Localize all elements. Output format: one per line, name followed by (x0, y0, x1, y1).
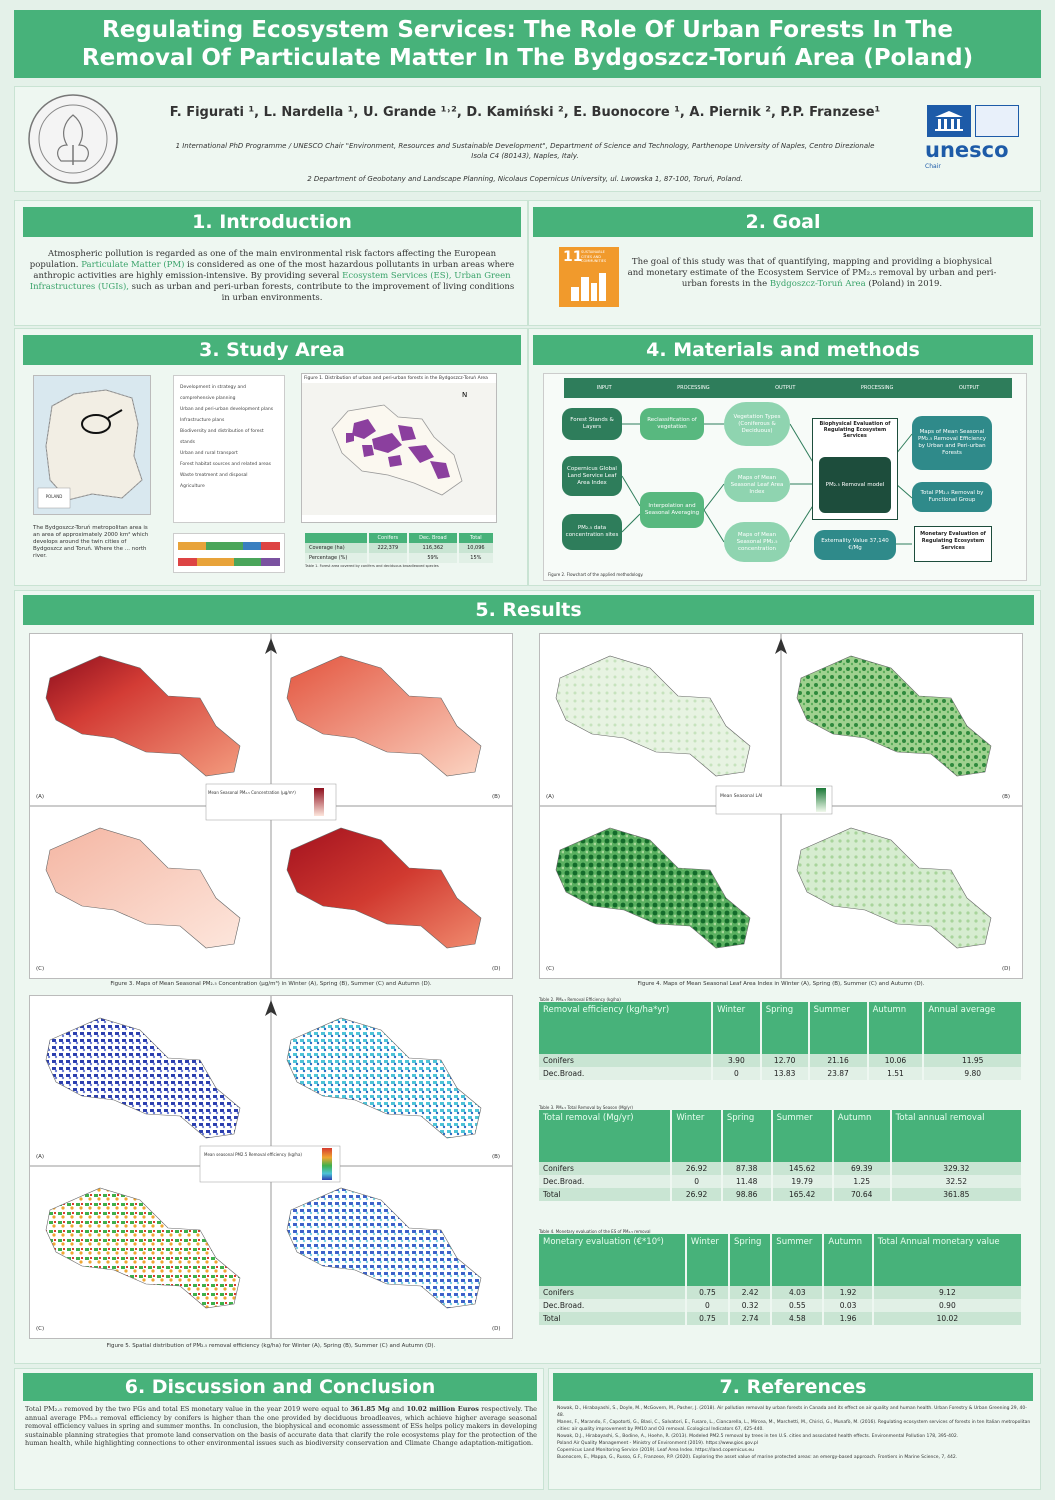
title-banner (14, 10, 1041, 78)
figure-5-removal-maps: Mean seasonal PM2.5 Removal efficiency (kg/ha) (A) (B) (C) (D) (29, 995, 513, 1339)
land-cover-bars (173, 533, 285, 573)
table-row: Dec.Broad. 0 13.83 23.87 1.51 9.80 (539, 1067, 1022, 1080)
study-area-panel (14, 328, 528, 586)
references-panel (548, 1368, 1041, 1490)
table-row: Conifers 26.92 87.38 145.62 69.39 329.32 (539, 1162, 1022, 1175)
figure-3-pm-maps: Mean Seasonal PM₂.₅ Concentration (µg/m³) (A) (B) (C) (D) (29, 633, 513, 979)
references-list (557, 1405, 1033, 1461)
unesco-temple-icon (927, 105, 971, 137)
figure-5-caption: Figure 5. Spatial distribution of PM₂.₅ removal efficiency (kg/ha) for Winter (A), Spring (B), Summer (C) and Autumn (D). (106, 1343, 436, 1349)
list-item: Waste treatment and disposal (180, 473, 248, 478)
figure-4-caption: Figure 4. Maps of Mean Seasonal Leaf Area Index in Winter (A), Spring (B), Summer (C) and Autumn (D). (637, 981, 925, 987)
affiliation-1: 1 International PhD Programme / UNESCO Chair "Environment, Resources and Sustainable Development", Department of Science and Technology, Parthenope University of Naples, Centro Direzionale Isola C4 (80143), Naples, Italy. (175, 142, 875, 160)
goal-text: The goal of this study was that of quantifying, mapping and providing a biophysical and monetary estimate of the Ecosystem Service of PM₂.₅ removal by urban and peri-urban forests in the Bydgoszcz-Toruń Area (Poland) in 2019. (627, 257, 997, 289)
node-removal-efficiency-maps: Maps of Mean Seasonal PM₂.₅ Removal Efficiency by Urban and Peri-urban Forests (912, 416, 992, 470)
node-total-removal: Total PM₂.₅ Removal by Functional Group (912, 482, 992, 512)
discussion-title: 6. Discussion and Conclusion (23, 1373, 537, 1401)
list-item: Development in strategy and comprehensive planning (180, 385, 246, 401)
flowchart-steps: INPUT PROCESSING OUTPUT PROCESSING OUTPUT (564, 378, 1012, 398)
node-externality-value: Externality Value 37,140 €/Mg (814, 530, 896, 560)
node-pm-data: PM₂.₅ data concentration sites (562, 514, 622, 550)
table-monetary-evaluation: Table 4. Monetary evaluation of the ES of PM₂.₅ removal Monetary evaluation (€*10⁶) Winter Spring Summer Autumn Total Annual monetary value Conifers 0.75 2.42 4.03 1.92 9.12 Dec.Broad. 0 0.32 0.55 0.03 0.90 Total 0.75 2.74 4.58 1.96 10.02 (539, 1229, 1023, 1325)
table-removal-efficiency: Table 2. PM₂.₅ Removal Efficiency (kg/ha) Removal efficiency (kg/ha*yr) Winter Spring Summer Autumn Annual average Conifers 3.90 12.70 21.16 10.06 11.95 Dec.Broad. 0 13.83 23.87 1.51 9.80 (539, 997, 1023, 1080)
reference-item: Poland Air Quality Management - Ministry of Environment (2019). https://www.gios.gov.pl (557, 1441, 759, 1446)
node-copernicus-lai: Copernicus Global Land Service Leaf Area Index (562, 456, 622, 496)
list-item: Infrastructure plans (180, 418, 225, 423)
unesco-word: unesco (925, 138, 1009, 162)
sdg-11-icon: 11 SUSTAINABLE CITIES AND COMMUNITIES (559, 247, 619, 307)
study-area-title: 3. Study Area (23, 335, 521, 365)
node-forest-stands: Forest Stands & Layers (562, 408, 622, 440)
figure-3-caption: Figure 3. Maps of Mean Seasonal PM₂.₅ Concentration (µg/m³) in Winter (A), Spring (B), Summer (C) and Autumn (D). (110, 981, 432, 987)
intro-title: 1. Introduction (23, 207, 521, 237)
list-item: Forest habitat sources and related areas (180, 462, 272, 467)
references-title: 7. References (553, 1373, 1033, 1401)
list-item: Urban and peri-urban development plans (180, 407, 274, 412)
node-vegetation-types: Vegetation Types (Coniferous & Deciduous) (724, 402, 790, 446)
node-removal-model: PM₂.₅ Removal model (819, 457, 891, 513)
methods-panel (528, 328, 1041, 586)
reference-item: Copernicus Land Monitoring Service (2019). Leaf Area Index. https://land.copernicus.eu (557, 1448, 755, 1453)
reference-item: Nowak, D., Hirabayashi, S., Doyle, M., McGovern, M., Pasher, J. (2018). Air pollution removal by urban forests in Canada and its effect on air quality and human health. Urban Forestry & Urban Greening 29, 40-48. (557, 1406, 1027, 1418)
table-total-removal: Table 3. PM₂.₅ Total Removal by Season (Mg/yr) Total removal (Mg/yr) Winter Spring Summer Autumn Total annual removal Conifers 26.92 87.38 145.62 69.39 329.32 Dec.Broad. 0 11.48 19.79 1.25 32.52 Total 26.92 98.86 165.42 70.64 361.85 (539, 1105, 1023, 1201)
reference-item: Nowak, D.J., Hirabayashi, S., Bodine, A., Hoehn, R. (2013). Modeled PM2.5 removal by trees in ten U.S. cities and associated health effects. Environmental Pollution 178, 395-402. (557, 1434, 959, 1439)
study-area-text: The Bydgoszcz-Toruń metropolitan area is an area of approximately 2000 km² which develops around the twin cities of Bydgoszcz and Toruń. Where the ... north river. (33, 525, 149, 559)
figure-4-lai-maps: Mean Seasonal LAI (A) (B) (C) (D) (539, 633, 1023, 979)
forest-cover-table: Conifers Dec. Broad Total Coverage (ha) 222,379 116,362 10,096 Percentage (%) 59% 15% Table 1. Forest area covered by conifers and deciduous broadleaved species (305, 533, 495, 568)
reference-item: Manes, F., Marando, F., Capotorti, G., Blasi, C., Salvatori, E., Fusaro, L., Ciancarella, L., Mircea, M., Marchetti, M., Chirici, G., Munafò, M. (2016). Regulating ecosystem services of forests in ten Italian metropolitan cities: air quality improvement by PM10 and O3 removal. Ecological Indicators 67, 425-440. (557, 1420, 1031, 1432)
authors: F. Figurati ¹, L. Nardella ¹, U. Grande ¹˒², D. Kamiński ², E. Buonocore ¹, A. Piernik ², P.P. Franzese¹ (169, 105, 881, 120)
unesco-logo (925, 105, 1035, 181)
goal-title: 2. Goal (533, 207, 1033, 237)
discussion-text: Total PM₂.₅ removed by the two FGs and total ES monetary value in the year 2019 were equal to 361.85 Mg and 10.02 million Euros respectively. The annual average PM₂.₅ removal efficiency by conifers is higher than the one provided by deciduous broadleaves, which achieve higher average seasonal removal efficiency values in spring and summer months. In conclusion, the biophysical and economic assessment of ESs helps policy makers in developing sustainable planning strategies that promote land conservation on the basis of accurate data that clarify the role ecosystems play for the protection of the human health, while highlighting connections to other environmental issues such as biodiversity conservation and Climate Change adaptation-mitigation. (25, 1405, 537, 1447)
list-item: Urban and rural transport (180, 451, 238, 456)
results-title: 5. Results (23, 595, 1034, 625)
node-lai-maps: Maps of Mean Seasonal Leaf Area Index (724, 468, 790, 502)
header-panel (14, 86, 1041, 192)
poland-map: POLAND (33, 375, 151, 515)
node-pm-maps: Maps of Mean Seasonal PM₂.₅ concentration (724, 522, 790, 562)
unesco-chair: Chair (925, 163, 941, 170)
methods-title: 4. Materials and methods (533, 335, 1033, 365)
table-row: Dec.Broad. 0 11.48 19.79 1.25 32.52 (539, 1175, 1022, 1188)
svg-text:N: N (462, 391, 468, 399)
poster-title: Regulating Ecosystem Services: The Role Of Urban Forests In The Removal Of Particulate Matter In The Bydgoszcz-Toruń Area (Poland) (81, 17, 974, 71)
discussion-panel (14, 1368, 544, 1490)
list-item: Biodiversity and distribution of forest stands (180, 429, 264, 445)
intro-panel (14, 200, 528, 326)
goal-panel (528, 200, 1041, 326)
university-seal (27, 93, 119, 185)
table-row: Dec.Broad. 0 0.32 0.55 0.03 0.90 (539, 1299, 1022, 1312)
table-row: Conifers 0.75 2.42 4.03 1.92 9.12 (539, 1286, 1022, 1299)
results-panel (14, 590, 1041, 1364)
forest-distribution-map: Figure 1. Distribution of urban and peri-urban forests in the Bydgoszcz-Toruń Area N (301, 373, 497, 523)
node-interpolation: Interpolation and Seasonal Averaging (640, 492, 704, 528)
table-row: Total 26.92 98.86 165.42 70.64 361.85 (539, 1188, 1022, 1201)
reference-item: Buonocore, E., Mappa, G., Russo, G.F., Franzese, P.P. (2020). Exploring the asset value of marine protected areas: an emergy-based approach. Frontiers in Marine Science, 7, 442. (557, 1455, 958, 1460)
intro-text: Atmospheric pollution is regarded as one of the main environmental risk factors affecting the European population. Particulate Matter (PM) is considered as one of the most hazardous pollutants in urban areas where anthropic activities are highly emission-intensive. By providing several Ecosystem Services (ES), Urban Green Infrastructures (UGIs), such as urban and peri-urban forests, contribute to the improvement of living conditions in urban environments. (29, 249, 515, 303)
list-item: Agriculture (180, 484, 205, 489)
biophysical-box: Biophysical Evaluation of Regulating Ecosystem Services PM₂.₅ Removal model (812, 418, 898, 520)
table-row: Conifers 3.90 12.70 21.16 10.06 11.95 (539, 1054, 1022, 1067)
chair-icon (975, 105, 1019, 137)
node-reclassification: Reclassification of vegetation (640, 408, 704, 440)
planning-list (173, 375, 285, 523)
affiliation-2: 2 Department of Geobotany and Landscape Planning, Nicolaus Copernicus University, ul. Lwowska 1, 87-100, Toruń, Poland. (307, 175, 743, 183)
table-row: Total 0.75 2.74 4.58 1.96 10.02 (539, 1312, 1022, 1325)
flowchart-caption: Figure 2. Flowchart of the applied methodology. (548, 572, 644, 577)
flowchart (543, 373, 1027, 581)
node-monetary-evaluation: Monetary Evaluation of Regulating Ecosystem Services (914, 526, 992, 562)
